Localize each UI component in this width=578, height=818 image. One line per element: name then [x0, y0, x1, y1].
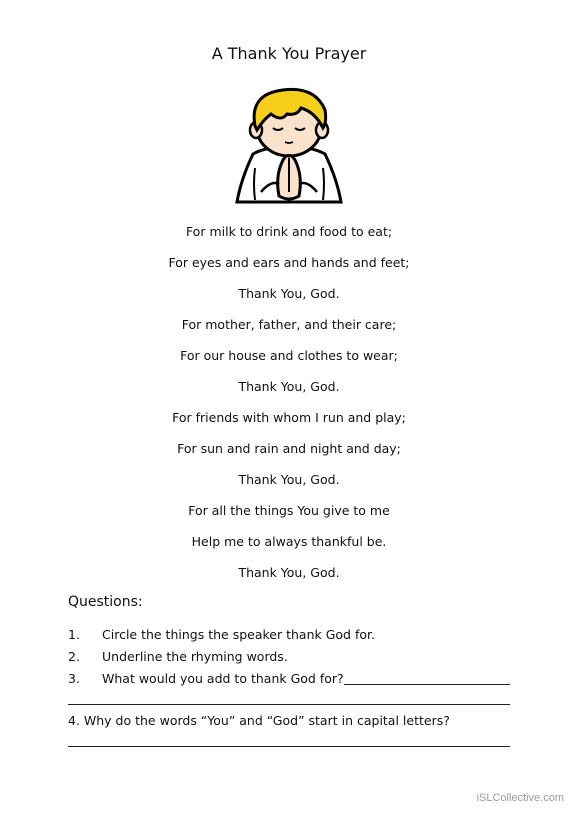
poem-line: Thank You, God. [238, 286, 340, 301]
question-text: Circle the things the speaker thank God for. [102, 627, 375, 642]
poem-line: For our house and clothes to wear; [180, 348, 398, 363]
poem-line: For mother, father, and their care; [181, 317, 397, 332]
poem-line: Thank You, God. [238, 379, 340, 394]
poem-line: For milk to drink and food to eat; [185, 224, 393, 239]
poem-line: For all the things You give to me [188, 503, 390, 518]
question-text: Underline the rhyming words. [102, 649, 288, 664]
poem-line: Thank You, God. [238, 472, 340, 487]
poem-line: Thank You, God. [238, 565, 340, 580]
poem-line: For sun and rain and night and day; [177, 441, 401, 456]
answer-line[interactable] [68, 746, 510, 747]
question-text: What would you add to thank God for? [102, 671, 344, 686]
watermark: iSLCollective.com [476, 792, 564, 804]
question-number: 2. [68, 649, 80, 664]
answer-line[interactable] [68, 704, 510, 705]
poem-line: Help me to always thankful be. [191, 534, 387, 549]
poem-line: For eyes and ears and hands and feet; [168, 255, 410, 270]
question-number: 1. [68, 627, 80, 642]
answer-line[interactable] [344, 684, 510, 685]
poem-line: For friends with whom I run and play; [172, 410, 406, 425]
praying-boy-illustration [231, 84, 347, 212]
question-text: 4. Why do the words “You” and “God” start in capital letters? [68, 713, 450, 728]
worksheet-title: A Thank You Prayer [211, 44, 367, 63]
questions-heading: Questions: [68, 594, 143, 610]
question-number: 3. [68, 671, 80, 686]
